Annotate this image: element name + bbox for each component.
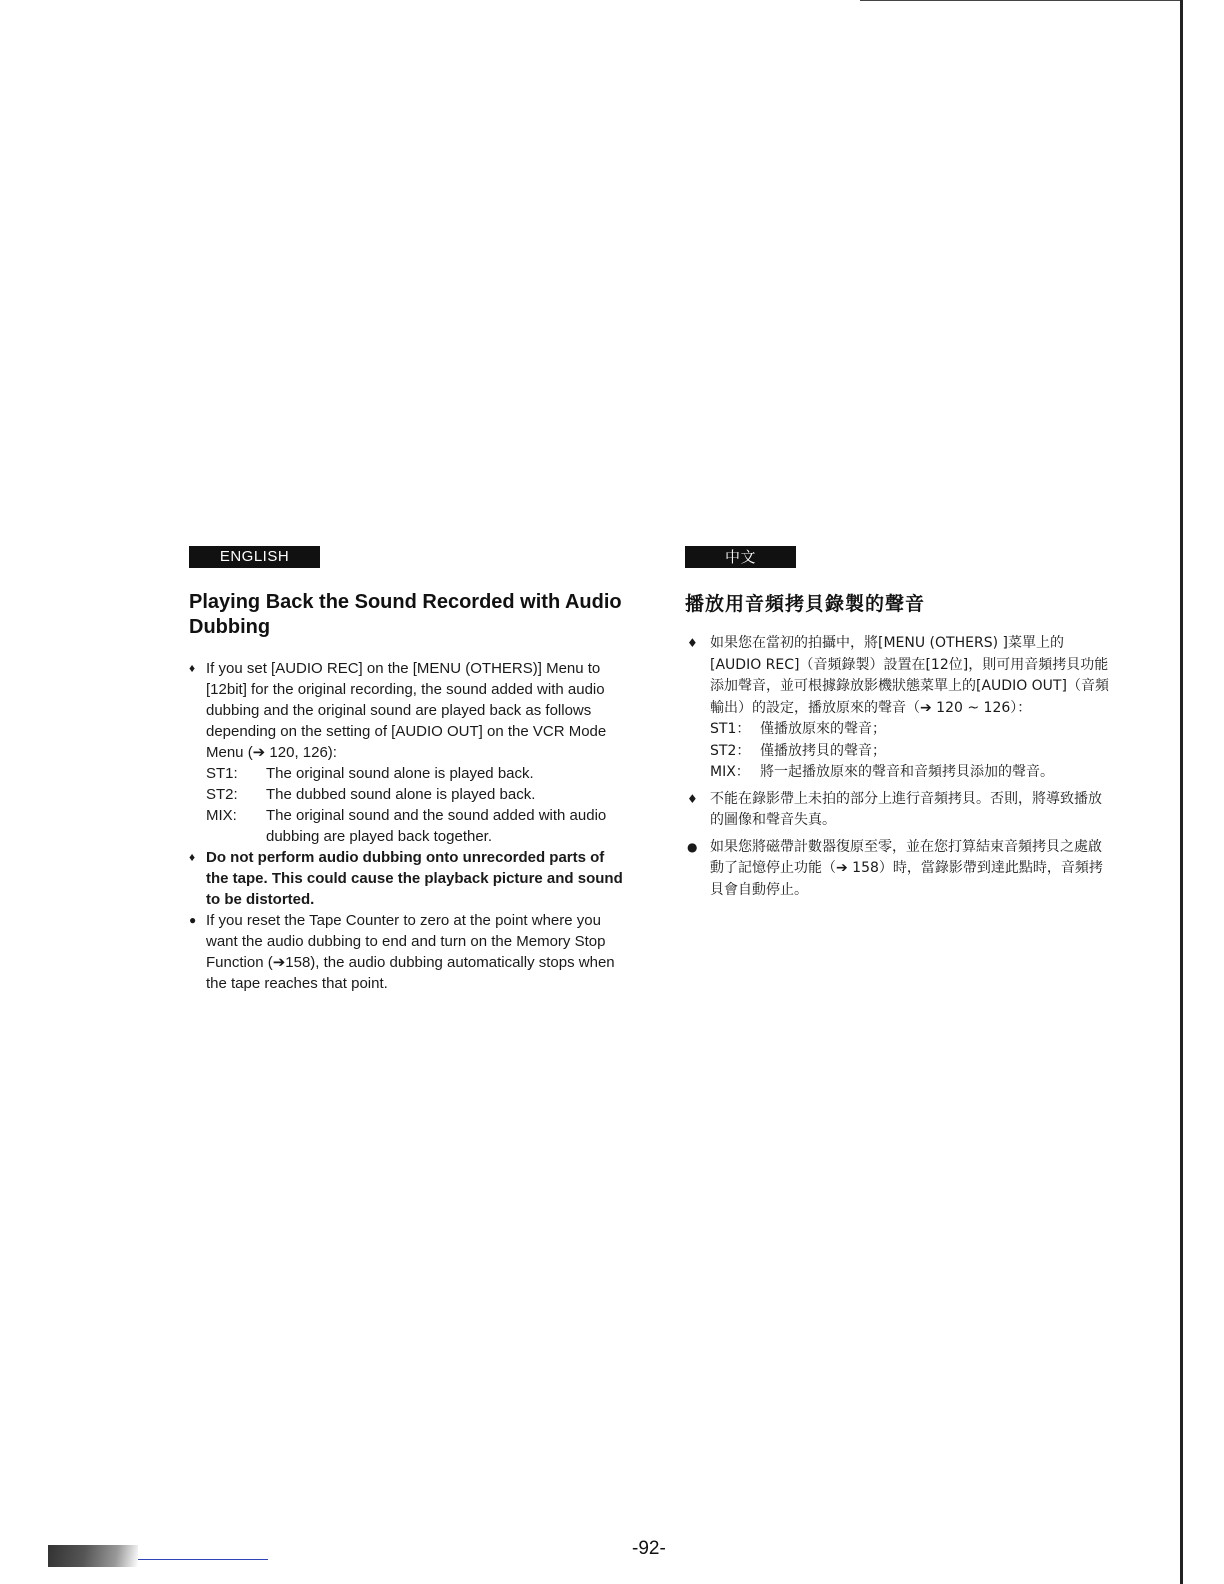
english-item-memory-stop [189, 910, 629, 994]
english-item-audio-out-text: If you set [AUDIO REC] on the [MENU (OTHERS)] Menu to [12bit] for the original recording, the sound added with audio dubbing and the original sound are played back as follows depending on the setting of [AUDIO OUT] on the VCR Mode Menu (➔ 120, 126): [206, 660, 607, 761]
chinese-section [685, 546, 1115, 906]
english-st1-row [206, 763, 629, 784]
diamond-bullet-icon: ♦ [189, 850, 196, 864]
diamond-bullet-icon: ♦ [687, 791, 698, 806]
english-st2-value: The dubbed sound alone is played back. [266, 786, 536, 803]
english-item-memory-stop-text: If you reset the Tape Counter to zero at the point where you want the audio dubbing to end and turn on the Memory Stop Function (➔158), the audio dubbing automatically stops when the tape reaches that point. [206, 912, 615, 992]
chinese-st2-key: ST2： [710, 742, 751, 759]
chinese-mix-row [710, 762, 1115, 784]
page-number: -92- [632, 1538, 666, 1559]
chinese-item-warning-text: 不能在錄影帶上未拍的部分上進行音頻拷貝。否則，將導致播放的圖像和聲音失真。 [710, 790, 1102, 828]
english-item-warning-text: Do not perform audio dubbing onto unrecorded parts of the tape. This could cause the playback picture and sound to be distorted. [206, 849, 623, 908]
diamond-bullet-icon: ♦ [687, 636, 698, 650]
scan-edge-right [1180, 0, 1183, 1584]
english-title: Playing Back the Sound Recorded with Audio Dubbing [189, 591, 622, 638]
chinese-item-audio-out [685, 633, 1115, 784]
english-section [189, 546, 629, 994]
chinese-mix-key: MIX： [710, 764, 750, 780]
chinese-title: 播放用音頻拷貝錄製的聲音 [685, 593, 926, 615]
english-mix-value: The original sound and the sound added with audio dubbing are played back together. [266, 807, 607, 845]
chinese-st2-row [710, 741, 1115, 763]
dot-bullet-icon: ● [189, 913, 197, 927]
chinese-st2-value: 僅播放拷貝的聲音； [760, 742, 886, 759]
chinese-list [685, 633, 1115, 901]
chinese-st1-key: ST1： [710, 721, 751, 737]
scan-artifact [48, 1545, 138, 1567]
scan-artifact-line [138, 1559, 268, 1560]
scan-edge-top [860, 0, 1180, 1]
chinese-item-memory-stop-text: 如果您將磁帶計數器復原至零，並在您打算結束音頻拷貝之處啟動了記憶停止功能（➔ 158）時，當錄影帶到達此點時，音頻拷貝會自動停止。 [710, 838, 1103, 898]
english-mix-row [206, 805, 629, 847]
english-st2-row [206, 784, 629, 805]
english-list [189, 658, 629, 994]
chinese-item-audio-out-text: 如果您在當初的拍攝中，將[MENU (OTHERS) ]菜單上的[AUDIO REC]（音頻錄製）設置在[12位]，則可用音頻拷貝功能添加聲音，並可根據錄放影機狀態菜單上的[AUDIO OUT]（音頻輸出）的設定，播放原來的聲音（➔ 120 ~ 126）： [710, 635, 1109, 716]
english-st1-value: The original sound alone is played back. [266, 765, 534, 782]
english-item-audio-out [189, 658, 629, 847]
english-mix-key: MIX: [206, 807, 237, 824]
chinese-st1-value: 僅播放原來的聲音； [760, 721, 886, 737]
diamond-bullet-icon: ♦ [189, 661, 196, 675]
english-language-tag: ENGLISH [189, 546, 320, 568]
chinese-item-memory-stop [685, 837, 1115, 902]
dot-bullet-icon: ● [687, 839, 698, 854]
chinese-st1-row [710, 719, 1115, 741]
chinese-language-tag: 中文 [685, 546, 796, 568]
chinese-mix-value: 將一起播放原來的聲音和音頻拷貝添加的聲音。 [760, 764, 1054, 780]
english-item-warning [189, 847, 629, 910]
chinese-item-warning [685, 789, 1115, 832]
english-st1-key: ST1: [206, 765, 238, 782]
english-st2-key: ST2: [206, 786, 238, 803]
